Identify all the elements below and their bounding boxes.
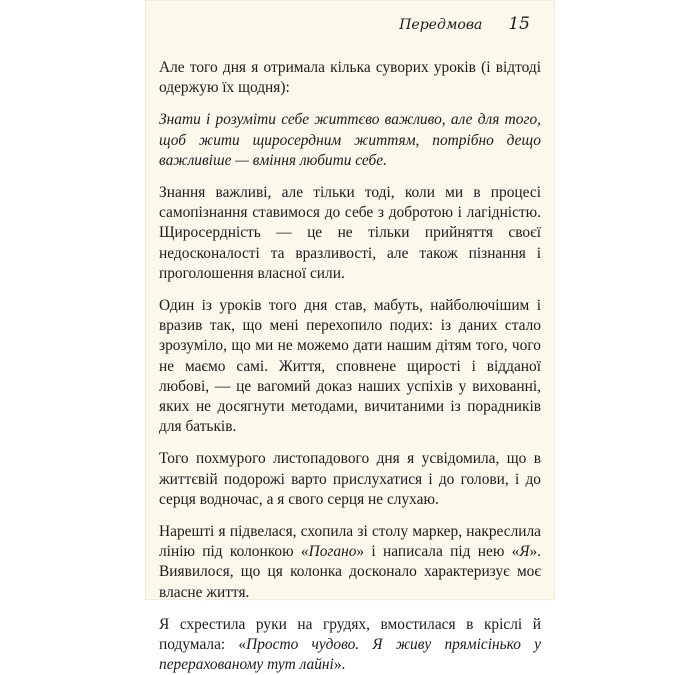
text-run: Я схрестила руки на грудях, вмостилася в кріслі й подумала: « <box>159 615 541 654</box>
text-run: ». <box>333 656 346 674</box>
italic-word-bad: Погано <box>308 543 357 561</box>
paragraph-4: Один із уроків того дня став, мабуть, найболючішим і вразив так, що мені перехопило подих: із даних стало зрозуміло, що ми не можемо дати нашим дітям того, чого не маємо самі. Життя, сповнене щирості і відданої любові, — це вагомий доказ наших успіхів у вихованні, яких не досягнути методами, вичитаними із порадників для батьків. <box>159 297 541 436</box>
paragraph-1: Але того дня я отримала кілька суворих уроків (і відтоді одержую їх щодня): <box>159 59 541 97</box>
page-number: 15 <box>508 14 530 34</box>
paragraph-6 <box>159 522 541 603</box>
body-text <box>159 58 541 675</box>
text-run: ». Виявилося, що ця колонка досконало характеризує моє власне життя. <box>159 543 541 601</box>
paragraph-7 <box>159 615 541 675</box>
book-page <box>145 0 555 674</box>
paragraph-2-quote: Знати і розуміти себе життєво важливо, але для того, щоб жити щиросердним життям, потрібно дещо важливіше — вміння любити себе. <box>159 111 541 169</box>
text-run: » і написала під нею « <box>356 543 520 561</box>
text-run: Нарешті я підвелася, схопила зі столу маркер, накреслила лінію під колонкою « <box>159 523 541 561</box>
italic-quote: Просто чудово. Я живу прямісінько у перерахованому тут лайні <box>159 636 541 674</box>
running-header <box>145 14 530 34</box>
paragraph-3: Знання важливі, але тільки тоді, коли ми в процесі самопізнання ставимося до себе з добротою і лагідністю. Щиросердність — це не тільки прийняття своєї недосконалості та вразливості, але також пізнання і проголошення власної сили. <box>159 184 541 282</box>
italic-word-me: Я <box>519 543 530 561</box>
chapter-title: Передмова <box>399 17 483 33</box>
paragraph-5: Того похмурого листопадового дня я усвідомила, що в життєвій подорожі варто прислухатися і до голови, і до серця водночас, а я свого серця не слухаю. <box>159 450 541 508</box>
